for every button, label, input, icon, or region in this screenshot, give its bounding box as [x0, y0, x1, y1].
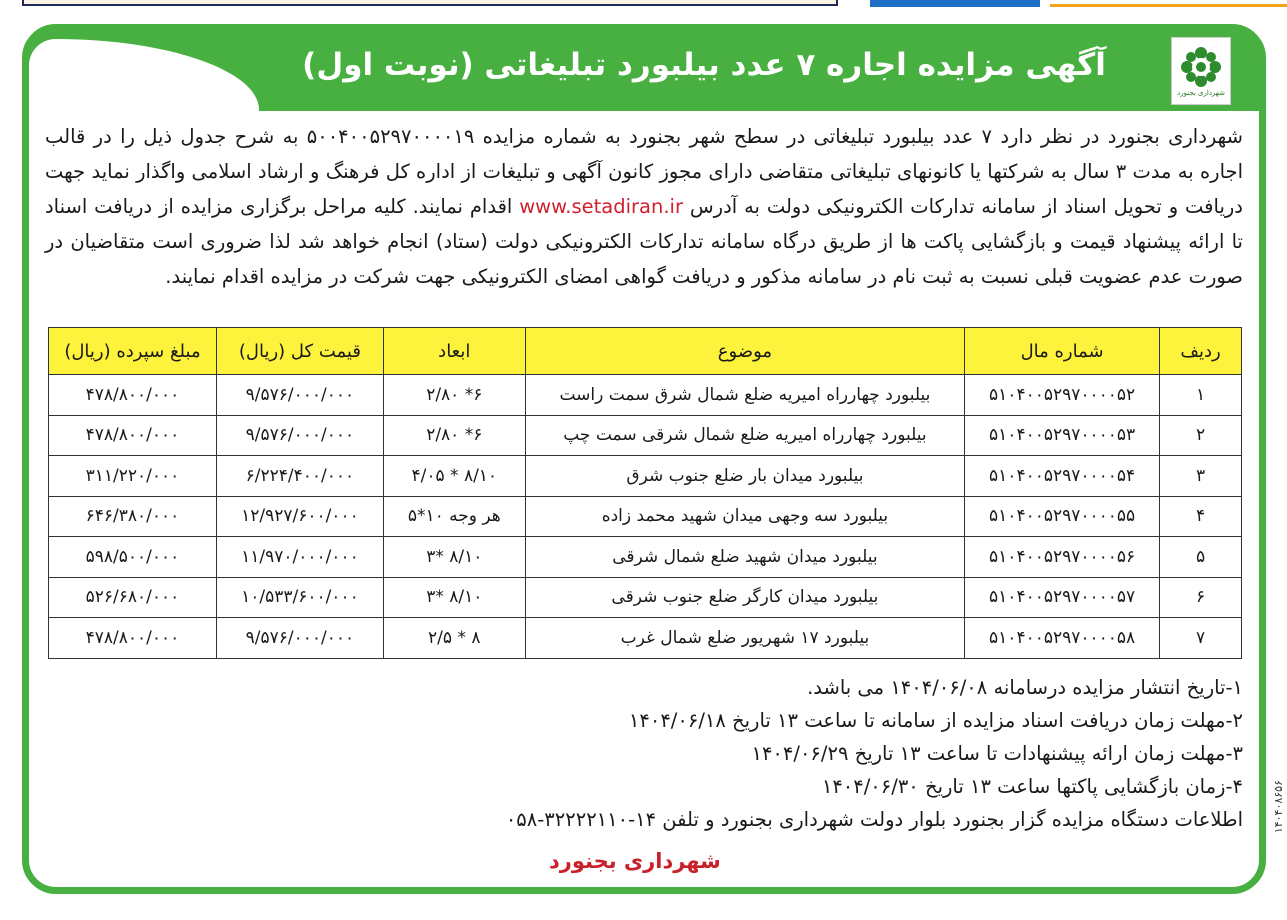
col-total-price: قیمت کل (ریال) [216, 328, 383, 375]
top-bar-blue [870, 0, 1040, 7]
setadiran-link[interactable]: www.setadiran.ir [519, 195, 683, 218]
cell-deposit: ۶۴۶/۳۸۰/۰۰۰ [49, 496, 217, 537]
cell-row-number: ۲ [1160, 415, 1242, 456]
cell-deposit: ۴۷۸/۸۰۰/۰۰۰ [49, 375, 217, 416]
cell-deposit: ۵۹۸/۵۰۰/۰۰۰ [49, 537, 217, 578]
cell-subject: بیلبورد چهارراه امیریه ضلع شمال شرقی سمت چپ [525, 415, 964, 456]
cell-row-number: ۷ [1160, 618, 1242, 659]
table-row [49, 456, 1242, 497]
col-property-number: شماره مال [965, 328, 1160, 375]
cell-dimensions: هر وجه ۱۰*۵ [383, 496, 525, 537]
table-row [49, 496, 1242, 537]
header-curve [29, 39, 259, 119]
cell-property-number: ۵۱۰۴۰۰۵۲۹۷۰۰۰۰۵۲ [965, 375, 1160, 416]
note-item: ۳-مهلت زمان ارائه پیشنهادات تا ساعت ۱۳ تاریخ ۱۴۰۴/۰۶/۲۹ [751, 742, 1243, 765]
cell-total-price: ۱۰/۵۳۳/۶۰۰/۰۰۰ [216, 577, 383, 618]
col-deposit: مبلغ سپرده (ریال) [49, 328, 217, 375]
cell-dimensions: ۸ * ۲/۵ [383, 618, 525, 659]
top-bar-left [22, 0, 838, 6]
billboard-table [48, 327, 1242, 659]
table-row [49, 415, 1242, 456]
cell-dimensions: ۸/۱۰ * ۴/۰۵ [383, 456, 525, 497]
cell-row-number: ۵ [1160, 537, 1242, 578]
cell-total-price: ۱۱/۹۷۰/۰۰۰/۰۰۰ [216, 537, 383, 578]
cell-deposit: ۴۷۸/۸۰۰/۰۰۰ [49, 415, 217, 456]
flower-logo-icon [1179, 45, 1223, 89]
ad-body [45, 119, 1243, 294]
cell-subject: بیلبورد سه وجهی میدان شهید محمد زاده [525, 496, 964, 537]
ad-frame [22, 24, 1266, 894]
cell-subject: بیلبورد میدان کارگر ضلع جنوب شرقی [525, 577, 964, 618]
cell-row-number: ۴ [1160, 496, 1242, 537]
page-top-strip [0, 0, 1287, 8]
note-item: ۲-مهلت زمان دریافت اسناد مزایده از سامانه تا ساعت ۱۳ تاریخ ۱۴۰۴/۰۶/۱۸ [628, 709, 1243, 732]
cell-property-number: ۵۱۰۴۰۰۵۲۹۷۰۰۰۰۵۵ [965, 496, 1160, 537]
cell-property-number: ۵۱۰۴۰۰۵۲۹۷۰۰۰۰۵۸ [965, 618, 1160, 659]
table-row [49, 537, 1242, 578]
cell-row-number: ۳ [1160, 456, 1242, 497]
table-row [49, 577, 1242, 618]
cell-total-price: ۶/۲۲۴/۴۰۰/۰۰۰ [216, 456, 383, 497]
cell-dimensions: ۸/۱۰ *۳ [383, 577, 525, 618]
col-row-number: ردیف [1160, 328, 1242, 375]
cell-dimensions: ۶* ۲/۸۰ [383, 375, 525, 416]
cell-dimensions: ۶* ۲/۸۰ [383, 415, 525, 456]
cell-property-number: ۵۱۰۴۰۰۵۲۹۷۰۰۰۰۵۴ [965, 456, 1160, 497]
cell-deposit: ۵۲۶/۶۸۰/۰۰۰ [49, 577, 217, 618]
logo-caption: شهرداری بجنورد [1177, 89, 1225, 97]
note-item: ۱-تاریخ انتشار مزایده درسامانه ۱۴۰۴/۰۶/۰۸ می باشد. [807, 676, 1243, 699]
cell-subject: بیلبورد میدان شهید ضلع شمال شرقی [525, 537, 964, 578]
cell-subject: بیلبورد ۱۷ شهریور ضلع شمال غرب [525, 618, 964, 659]
ad-title: آگهی مزایده اجاره ۷ عدد بیلبورد تبلیغاتی (نوبت اول) [302, 47, 1106, 83]
municipality-logo [1171, 37, 1231, 105]
body-text-1: شهرداری بجنورد در نظر دارد ۷ عدد بیلبورد تبلیغاتی در سطح شهر بجنورد به شماره مزایده ۵۰۰۴۰۰۵۲۹۷۰۰۰۰۱۹ به شرح جدول ذیل را در قالب اجاره به مدت ۳ سال به شرکتها یا کانونهای تبلیغاتی متقاضی دارای مجوز کانون آگهی و تبلیغات از اداره کل فرهنگ و ارشاد اسلامی واگذار نماید جهت دریافت و تحویل اسناد از سامانه تدارکات الکترونیکی دولت به آدرس [45, 125, 1243, 218]
body-text-2: اقدام نمایند. کلیه مراحل برگزاری مزایده از دریافت اسناد تا ارائه پیشنهاد قیمت و بازگشایی پاکت ها از طریق درگاه سامانه تدارکات الکترونیکی دولت (ستاد) انجام خواهد شد لذا ضروری است متقاضیان در صورت عدم عضویت قبلی نسبت به ثبت نام در سامانه مذکور و دریافت گواهی امضای الکترونیکی جهت شرکت در مزایده اقدام نمایند. [45, 195, 1243, 288]
cell-row-number: ۱ [1160, 375, 1242, 416]
table-row [49, 375, 1242, 416]
cell-subject: بیلبورد چهارراه امیریه ضلع شمال شرق سمت راست [525, 375, 964, 416]
header-band [29, 31, 1259, 111]
notes-list [506, 671, 1243, 836]
cell-property-number: ۵۱۰۴۰۰۵۲۹۷۰۰۰۰۵۳ [965, 415, 1160, 456]
cell-property-number: ۵۱۰۴۰۰۵۲۹۷۰۰۰۰۵۶ [965, 537, 1160, 578]
cell-total-price: ۹/۵۷۶/۰۰۰/۰۰۰ [216, 375, 383, 416]
col-subject: موضوع [525, 328, 964, 375]
table-row [49, 618, 1242, 659]
signature: شهرداری بجنورد [549, 849, 721, 873]
cell-property-number: ۵۱۰۴۰۰۵۲۹۷۰۰۰۰۵۷ [965, 577, 1160, 618]
cell-dimensions: ۸/۱۰ *۳ [383, 537, 525, 578]
table-header-row [49, 328, 1242, 375]
top-bar-orange [1050, 4, 1287, 7]
cell-subject: بیلبورد میدان بار ضلع جنوب شرق [525, 456, 964, 497]
col-dimensions: ابعاد [383, 328, 525, 375]
cell-row-number: ۶ [1160, 577, 1242, 618]
note-item: ۴-زمان بازگشایی پاکتها ساعت ۱۳ تاریخ ۱۴۰۴/۰۶/۳۰ [821, 775, 1243, 798]
cell-deposit: ۴۷۸/۸۰۰/۰۰۰ [49, 618, 217, 659]
side-code: ۱۴۰۴۰۸۶۵۶ [1272, 780, 1285, 834]
cell-total-price: ۹/۵۷۶/۰۰۰/۰۰۰ [216, 415, 383, 456]
contact-info: اطلاعات دستگاه مزایده گزار بجنورد بلوار دولت شهرداری بجنورد و تلفن ۱۴-۳۲۲۲۲۱۱۰-۰۵۸ [505, 808, 1243, 831]
cell-total-price: ۱۲/۹۲۷/۶۰۰/۰۰۰ [216, 496, 383, 537]
cell-deposit: ۳۱۱/۲۲۰/۰۰۰ [49, 456, 217, 497]
cell-total-price: ۹/۵۷۶/۰۰۰/۰۰۰ [216, 618, 383, 659]
